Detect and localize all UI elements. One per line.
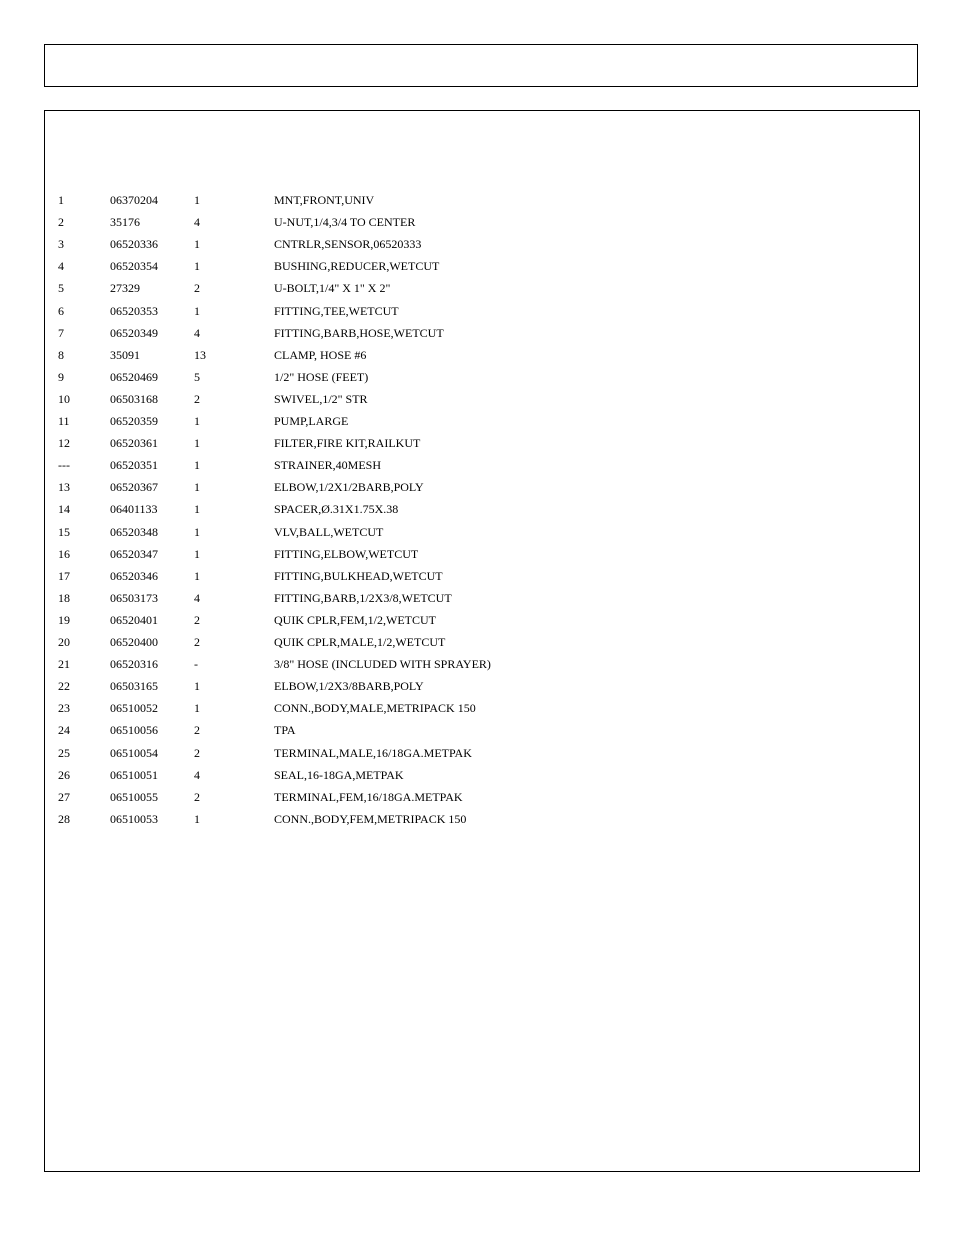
description: PUMP,LARGE: [274, 414, 349, 428]
quantity: 4: [194, 590, 200, 605]
description: FITTING,BARB,HOSE,WETCUT: [274, 325, 444, 340]
header-box: [44, 44, 918, 87]
description: SWIVEL,1/2" STR: [274, 391, 368, 406]
part-number: 06503165: [110, 679, 158, 694]
description: FITTING,TEE,WETCUT: [274, 303, 399, 318]
part-number: 06520351: [110, 458, 158, 473]
table-row: [45, 744, 919, 762]
quantity: 1: [194, 811, 200, 826]
quantity: 4: [194, 767, 200, 782]
part-number: 06520361: [110, 436, 158, 451]
item-number: 28: [58, 811, 70, 826]
item-number: 5: [58, 281, 64, 296]
description: FILTER,FIRE KIT,RAILKUT: [274, 436, 421, 451]
quantity: 1: [194, 237, 200, 252]
description: VLV,BALL,WETCUT: [274, 524, 384, 539]
description: STRAINER,40MESH: [274, 458, 382, 473]
part-number: 06520359: [110, 414, 158, 428]
table-row: [45, 279, 919, 297]
part-number: 06520401: [110, 612, 158, 627]
item-number: 12: [58, 436, 70, 451]
part-number: 35176: [110, 215, 140, 230]
table-row: [45, 213, 919, 231]
quantity: 2: [194, 612, 200, 627]
quantity: 1: [194, 568, 200, 583]
part-number: 06370204: [110, 193, 158, 207]
table-row: [45, 412, 919, 430]
item-number: 22: [58, 679, 70, 694]
description: TPA: [274, 723, 296, 738]
quantity: 4: [194, 325, 200, 340]
item-number: 9: [58, 369, 64, 384]
item-number: 14: [58, 502, 70, 517]
part-number: 06510054: [110, 745, 158, 760]
item-number: 18: [58, 590, 70, 605]
table-row: [45, 633, 919, 651]
part-number: 06520469: [110, 369, 158, 384]
quantity: 2: [194, 635, 200, 649]
item-number: 6: [58, 303, 64, 318]
item-number: 23: [58, 701, 70, 716]
table-row: [45, 324, 919, 342]
part-number: 06510056: [110, 723, 158, 738]
quantity: 2: [194, 723, 200, 738]
description: TERMINAL,FEM,16/18GA.METPAK: [274, 789, 463, 804]
part-number: 06503173: [110, 590, 158, 605]
table-row: [45, 302, 919, 320]
description: MNT,FRONT,UNIV: [274, 193, 375, 207]
item-number: 19: [58, 612, 70, 627]
quantity: 2: [194, 391, 200, 406]
quantity: 1: [194, 259, 200, 274]
description: BUSHING,REDUCER,WETCUT: [274, 259, 440, 274]
item-number: 10: [58, 391, 70, 406]
description: QUIK CPLR,FEM,1/2,WETCUT: [274, 612, 436, 627]
description: ELBOW,1/2X3/8BARB,POLY: [274, 679, 424, 694]
table-row: [45, 699, 919, 717]
part-number: 06520347: [110, 546, 158, 561]
table-row: [45, 589, 919, 607]
quantity: 2: [194, 789, 200, 804]
parts-list-panel: [44, 110, 920, 1172]
table-row: [45, 235, 919, 253]
part-number: 06520354: [110, 259, 158, 274]
quantity: 1: [194, 303, 200, 318]
item-number: 17: [58, 568, 70, 583]
table-row: [45, 766, 919, 784]
description: QUIK CPLR,MALE,1/2,WETCUT: [274, 635, 446, 649]
item-number: ---: [58, 458, 70, 473]
table-row: [45, 368, 919, 386]
item-number: 7: [58, 325, 64, 340]
table-row: [45, 611, 919, 629]
table-row: [45, 545, 919, 563]
table-row: [45, 721, 919, 739]
part-number: 06510053: [110, 811, 158, 826]
item-number: 13: [58, 480, 70, 495]
description: SEAL,16-18GA,METPAK: [274, 767, 404, 782]
table-row: [45, 523, 919, 541]
quantity: 1: [194, 679, 200, 694]
description: 3/8" HOSE (INCLUDED WITH SPRAYER): [274, 657, 491, 672]
description: ELBOW,1/2X1/2BARB,POLY: [274, 480, 424, 495]
description: TERMINAL,MALE,16/18GA.METPAK: [274, 745, 472, 760]
description: CNTRLR,SENSOR,06520333: [274, 237, 422, 252]
part-number: 06520346: [110, 568, 158, 583]
item-number: 16: [58, 546, 70, 561]
description: CONN.,BODY,FEM,METRIPACK 150: [274, 811, 467, 826]
part-number: 06520348: [110, 524, 158, 539]
table-row: [45, 390, 919, 408]
part-number: 06520400: [110, 635, 158, 649]
item-number: 11: [58, 414, 70, 428]
table-row: [45, 456, 919, 474]
description: CLAMP, HOSE #6: [274, 347, 367, 362]
part-number: 06520316: [110, 657, 158, 672]
quantity: 2: [194, 281, 200, 296]
item-number: 24: [58, 723, 70, 738]
item-number: 2: [58, 215, 64, 230]
part-number: 06520353: [110, 303, 158, 318]
table-row: [45, 677, 919, 695]
quantity: 1: [194, 524, 200, 539]
quantity: 1: [194, 546, 200, 561]
part-number: 06510051: [110, 767, 158, 782]
quantity: 1: [194, 436, 200, 451]
table-row: [45, 191, 919, 209]
part-number: 06520336: [110, 237, 158, 252]
quantity: 1: [194, 193, 200, 207]
description: U-NUT,1/4,3/4 TO CENTER: [274, 215, 416, 230]
part-number: 06401133: [110, 502, 158, 517]
part-number: 27329: [110, 281, 140, 296]
item-number: 1: [58, 193, 64, 207]
item-number: 8: [58, 347, 64, 362]
item-number: 20: [58, 635, 70, 649]
description: U-BOLT,1/4" X 1" X 2": [274, 281, 391, 296]
table-row: [45, 478, 919, 496]
table-row: [45, 788, 919, 806]
quantity: 2: [194, 745, 200, 760]
item-number: 3: [58, 237, 64, 252]
quantity: 1: [194, 414, 200, 428]
item-number: 21: [58, 657, 70, 672]
description: FITTING,ELBOW,WETCUT: [274, 546, 419, 561]
item-number: 25: [58, 745, 70, 760]
quantity: 4: [194, 215, 200, 230]
item-number: 4: [58, 259, 64, 274]
description: CONN.,BODY,MALE,METRIPACK 150: [274, 701, 476, 716]
quantity: 5: [194, 369, 200, 384]
table-row: [45, 567, 919, 585]
quantity: 1: [194, 502, 200, 517]
table-row: [45, 500, 919, 518]
item-number: 27: [58, 789, 70, 804]
part-number: 06510052: [110, 701, 158, 716]
quantity: 1: [194, 701, 200, 716]
description: FITTING,BARB,1/2X3/8,WETCUT: [274, 590, 452, 605]
table-row: [45, 257, 919, 275]
quantity: -: [194, 657, 198, 672]
table-row: [45, 655, 919, 673]
part-number: 06520349: [110, 325, 158, 340]
quantity: 13: [194, 347, 206, 362]
part-number: 35091: [110, 347, 140, 362]
table-row: [45, 810, 919, 828]
item-number: 26: [58, 767, 70, 782]
description: 1/2" HOSE (FEET): [274, 369, 369, 384]
table-row: [45, 346, 919, 364]
part-number: 06520367: [110, 480, 158, 495]
description: SPACER,Ø.31X1.75X.38: [274, 502, 399, 517]
part-number: 06503168: [110, 391, 158, 406]
item-number: 15: [58, 524, 70, 539]
table-row: [45, 434, 919, 452]
description: FITTING,BULKHEAD,WETCUT: [274, 568, 443, 583]
quantity: 1: [194, 458, 200, 473]
quantity: 1: [194, 480, 200, 495]
part-number: 06510055: [110, 789, 158, 804]
